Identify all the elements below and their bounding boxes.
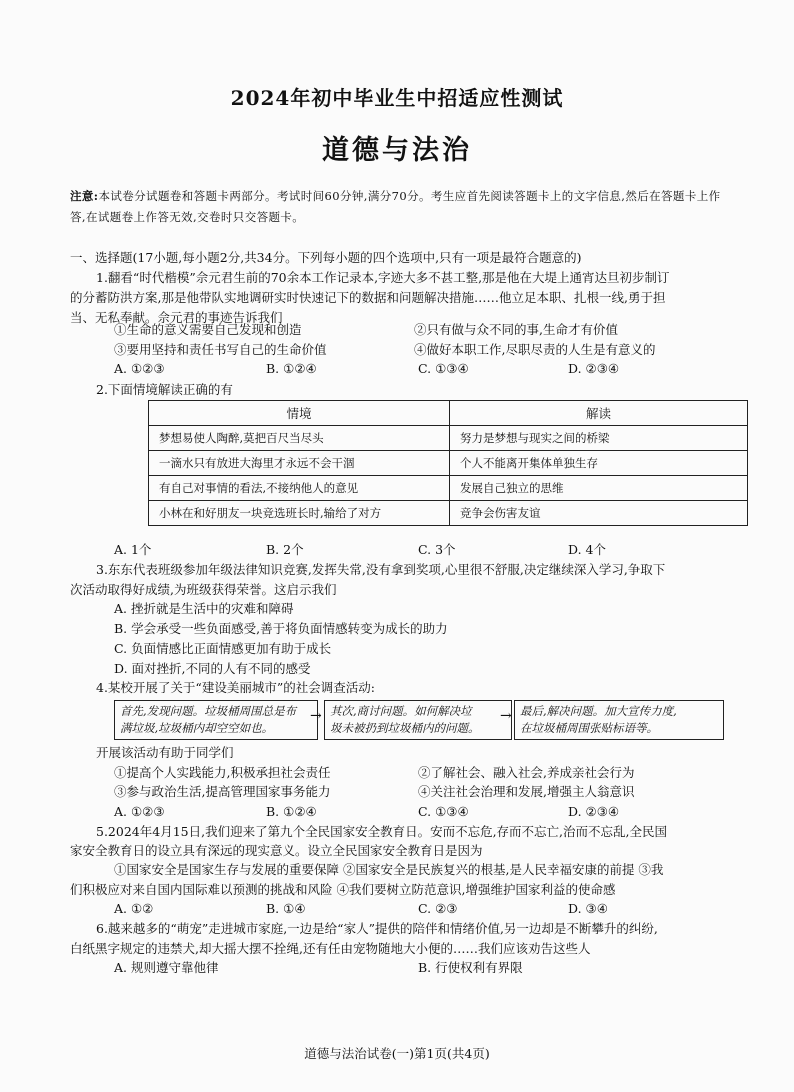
q1-statement-3: ③要用坚持和责任书写自己的生命价值 bbox=[114, 342, 327, 357]
table-cell: 梦想易使人陶醉,莫把百尺当尽头 bbox=[149, 426, 450, 451]
q6-stem-line2: 白纸黑字规定的违禁犬,却大摇大摆不拴绳,还有任由宠物随地大小便的……我们应该劝告这些人 bbox=[70, 941, 591, 956]
q5-option-b: B. ①④ bbox=[266, 901, 306, 916]
q1-option-a: A. ①②③ bbox=[114, 361, 165, 376]
table-header-row bbox=[149, 401, 748, 426]
q1-option-b: B. ①②④ bbox=[266, 361, 317, 376]
table-row bbox=[149, 451, 748, 476]
table-row bbox=[149, 501, 748, 526]
q6-stem-line1: 6.越来越多的“萌宠”走进城市家庭,一边是给“家人”提供的陪伴和情绪价值,另一边却是不断攀升的纠纷, bbox=[96, 921, 658, 936]
q4-option-a: A. ①②③ bbox=[114, 804, 165, 819]
q4-statement-1: ①提高个人实践能力,积极承担社会责任 bbox=[114, 765, 331, 780]
q4-statement-3: ③参与政治生活,提高管理国家事务能力 bbox=[114, 784, 331, 799]
table-row bbox=[149, 476, 748, 501]
q1-statement-4: ④做好本职工作,尽职尽责的人生是有意义的 bbox=[414, 342, 656, 357]
section-heading: 一、选择题(17小题,每小题2分,共34分。下列每小题的四个选项中,只有一项是最符合题意的) bbox=[70, 250, 582, 265]
notice-text: 本试卷分试题卷和答题卡两部分。考试时间60分钟,满分70分。考生应首先阅读答题卡上的文字信息,然后在答题卡上作答,在试题卷上作答无效,交卷时只交答题卡。 bbox=[70, 189, 721, 224]
table-cell: 努力是梦想与现实之间的桥梁 bbox=[450, 426, 748, 451]
q5-option-c: C. ②③ bbox=[418, 901, 458, 916]
q1-stem-line2: 的分蓄防洪方案,那是他带队实地调研实时快速记下的数据和问题解决措施……他立足本职、扎根一线,勇于担 bbox=[70, 290, 666, 305]
table-header-interpretation: 解读 bbox=[450, 401, 748, 426]
step-box-line: 最后,解决问题。加大宣传力度, bbox=[520, 704, 677, 718]
q3-stem-line2: 次活动取得好成绩,为班级获得荣誉。这启示我们 bbox=[70, 582, 337, 597]
q3-option-b: B. 学会承受一些负面感受,善于将负面情感转变为成长的助力 bbox=[114, 621, 448, 636]
q4-lead: 开展该活动有助于同学们 bbox=[96, 745, 234, 760]
q2-option-b: B. 2个 bbox=[266, 542, 304, 557]
notice-label: 注意: bbox=[70, 189, 99, 203]
q3-option-d: D. 面对挫折,不同的人有不同的感受 bbox=[114, 661, 311, 676]
q3-option-a: A. 挫折就是生活中的灾难和障碍 bbox=[114, 601, 294, 616]
step-box-line: 其次,商讨问题。如何解决垃 bbox=[330, 704, 472, 718]
q5-statements-line2: 们积极应对来自国内国际难以预测的挑战和风险 ④我们要树立防范意识,增强维护国家利益的使命感 bbox=[70, 882, 616, 897]
q2-option-c: C. 3个 bbox=[418, 542, 456, 557]
q3-option-c: C. 负面情感比正面情感更加有助于成长 bbox=[114, 641, 332, 656]
table-cell: 发展自己独立的思维 bbox=[450, 476, 748, 501]
q1-option-c: C. ①③④ bbox=[418, 361, 469, 376]
arrow-right-icon: → bbox=[500, 708, 512, 724]
table-row bbox=[149, 426, 748, 451]
q4-option-d: D. ②③④ bbox=[568, 804, 620, 819]
table-cell: 竞争会伤害友谊 bbox=[450, 501, 748, 526]
step-box-line: 在垃圾桶周围张贴标语等。 bbox=[520, 721, 658, 735]
scenario-table bbox=[148, 400, 748, 526]
q2-stem: 2.下面情境解读正确的有 bbox=[96, 382, 233, 397]
table-cell: 一滴水只有放进大海里才永远不会干涸 bbox=[149, 451, 450, 476]
q4-statement-2: ②了解社会、融入社会,养成亲社会行为 bbox=[418, 765, 635, 780]
q1-option-d: D. ②③④ bbox=[568, 361, 620, 376]
q4-option-c: C. ①③④ bbox=[418, 804, 469, 819]
page-footer: 道德与法治试卷(一)第1页(共4页) bbox=[304, 1046, 490, 1061]
step-box-discover bbox=[114, 700, 318, 740]
q6-option-a: A. 规则遵守靠他律 bbox=[114, 960, 219, 975]
q2-option-d: D. 4个 bbox=[568, 542, 606, 557]
exam-title: 2024年初中毕业生中招适应性测试 bbox=[230, 86, 564, 110]
table-cell: 有自己对事情的看法,不接纳他人的意见 bbox=[149, 476, 450, 501]
q5-statements-line1: ①国家安全是国家生存与发展的重要保障 ②国家安全是民族复兴的根基,是人民幸福安康的前提 ③我 bbox=[114, 862, 664, 877]
q6-option-b: B. 行使权利有界限 bbox=[418, 960, 523, 975]
q1-statement-2: ②只有做与众不同的事,生命才有价值 bbox=[414, 322, 618, 337]
q1-stem-line3: 当、无私奉献。佘元君的事迹告诉我们 bbox=[70, 310, 283, 325]
subject-title: 道德与法治 bbox=[322, 135, 472, 166]
step-box-solve bbox=[514, 700, 724, 740]
table-cell: 个人不能离开集体单独生存 bbox=[450, 451, 748, 476]
q5-option-a: A. ①② bbox=[114, 901, 154, 916]
step-box-line: 首先,发现问题。垃圾桶周围总是布 bbox=[120, 704, 297, 718]
step-box-line: 满垃圾,垃圾桶内却空空如也。 bbox=[120, 721, 274, 735]
q4-statement-4: ④关注社会治理和发展,增强主人翁意识 bbox=[418, 784, 635, 799]
q3-stem-line1: 3.东东代表班级参加年级法律知识竞赛,发挥失常,没有拿到奖项,心里很不舒服,决定继续深入学习,争取下 bbox=[96, 562, 666, 577]
step-box-discuss bbox=[324, 700, 512, 740]
q4-option-b: B. ①②④ bbox=[266, 804, 317, 819]
q1-stem-line1: 1.翻看“时代楷模”佘元君生前的70余本工作记录本,字迹大多不甚工整,那是他在大堤上通宵达旦初步制订 bbox=[96, 270, 670, 285]
q5-stem-line2: 家安全教育日的设立具有深远的现实意义。设立全民国家安全教育日是因为 bbox=[70, 843, 483, 858]
step-box-line: 圾未被扔到垃圾桶内的问题。 bbox=[330, 721, 480, 735]
exam-notice bbox=[70, 186, 730, 228]
table-cell: 小林在和好朋友一块竞选班长时,输给了对方 bbox=[149, 501, 450, 526]
q2-option-a: A. 1个 bbox=[114, 542, 152, 557]
q4-stem: 4.某校开展了关于“建设美丽城市”的社会调查活动: bbox=[96, 680, 375, 695]
q1-statement-1: ①生命的意义需要自己发现和创造 bbox=[114, 322, 302, 337]
q5-stem-line1: 5.2024年4月15日,我们迎来了第九个全民国家安全教育日。安而不忘危,存而不忘亡,治而不忘乱,全民国 bbox=[96, 824, 667, 839]
table-header-scenario: 情境 bbox=[149, 401, 450, 426]
q5-option-d: D. ③④ bbox=[568, 901, 608, 916]
arrow-right-icon: → bbox=[310, 708, 322, 724]
